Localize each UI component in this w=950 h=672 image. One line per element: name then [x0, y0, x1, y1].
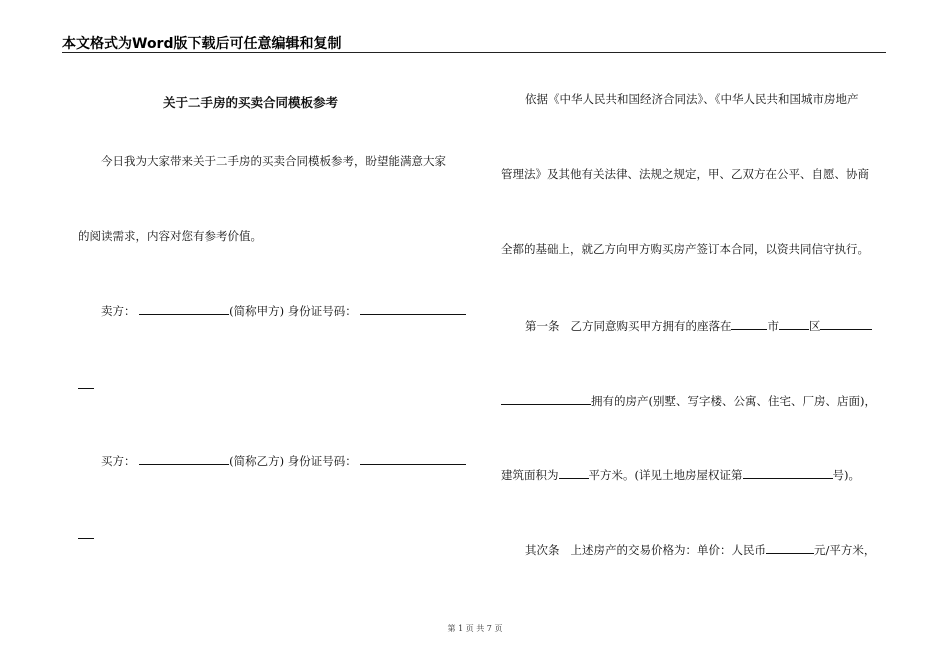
seller-name-blank[interactable] — [139, 305, 229, 315]
article-2-heading: 其次条 — [525, 543, 560, 557]
certificate-number-blank[interactable] — [743, 469, 833, 479]
buyer-line — [101, 455, 466, 468]
area-line — [501, 469, 860, 482]
district-blank[interactable] — [779, 320, 809, 330]
certificate-suffix: 号)。 — [832, 468, 860, 482]
intro-line-1: 今日我为大家带来关于二手房的买卖合同模板参考，盼望能满意大家 — [101, 154, 446, 168]
article-1-text: 乙方同意购买甲方拥有的座落在 — [570, 319, 732, 333]
property-type-line — [501, 395, 876, 408]
area-unit-text: 平方米。(详见土地房屋权证第 — [588, 468, 743, 482]
preamble-line-2: 管理法》及其他有关法律、法规之规定，甲、乙双方在公平、自愿、协商 — [501, 167, 869, 181]
document-title: 关于二手房的买卖合同模板参考 — [163, 95, 339, 110]
unit-price-blank[interactable] — [766, 544, 814, 554]
city-blank[interactable] — [731, 320, 767, 330]
seller-continuation-blank — [78, 388, 94, 389]
property-type-text: 拥有的房产(别墅、写字楼、公寓、住宅、厂房、店面)， — [591, 394, 876, 408]
page-footer: 第 1 页 共 7 页 — [447, 624, 503, 633]
district-suffix: 区 — [808, 319, 821, 333]
buyer-label: 买方： — [101, 454, 136, 468]
buyer-continuation-blank — [78, 538, 94, 539]
seller-id-blank[interactable] — [360, 305, 466, 315]
preamble-line-3: 全都的基础上，就乙方向甲方购买房产签订本合同，以资共同信守执行。 — [501, 242, 869, 256]
unit-price-suffix: 元/平方米， — [813, 543, 876, 557]
article-1-heading: 第一条 — [525, 319, 560, 333]
article-1-line — [525, 320, 872, 333]
intro-line-2: 的阅读需求，内容对您有参考价值。 — [78, 229, 262, 243]
preamble-line-1: 依据《中华人民共和国经济合同法》、《中华人民共和国城市房地产 — [525, 92, 859, 106]
area-blank[interactable] — [559, 469, 589, 479]
seller-line — [101, 305, 466, 318]
address-blank[interactable] — [501, 395, 591, 405]
header-rule — [62, 52, 886, 53]
article-2-text: 上述房产的交易价格为：单价：人民币 — [570, 543, 766, 557]
buyer-note: (简称乙方) 身份证号码： — [229, 454, 357, 468]
city-suffix: 市 — [767, 319, 779, 333]
article-2-line — [525, 544, 875, 557]
buyer-id-blank[interactable] — [360, 455, 466, 465]
area-label: 建筑面积为 — [501, 468, 559, 482]
seller-note: (简称甲方) 身份证号码： — [229, 304, 357, 318]
seller-label: 卖方： — [101, 304, 136, 318]
location-blank[interactable] — [820, 320, 872, 330]
buyer-name-blank[interactable] — [139, 455, 229, 465]
header-banner: 本文格式为Word版下载后可任意编辑和复制 — [62, 36, 342, 52]
